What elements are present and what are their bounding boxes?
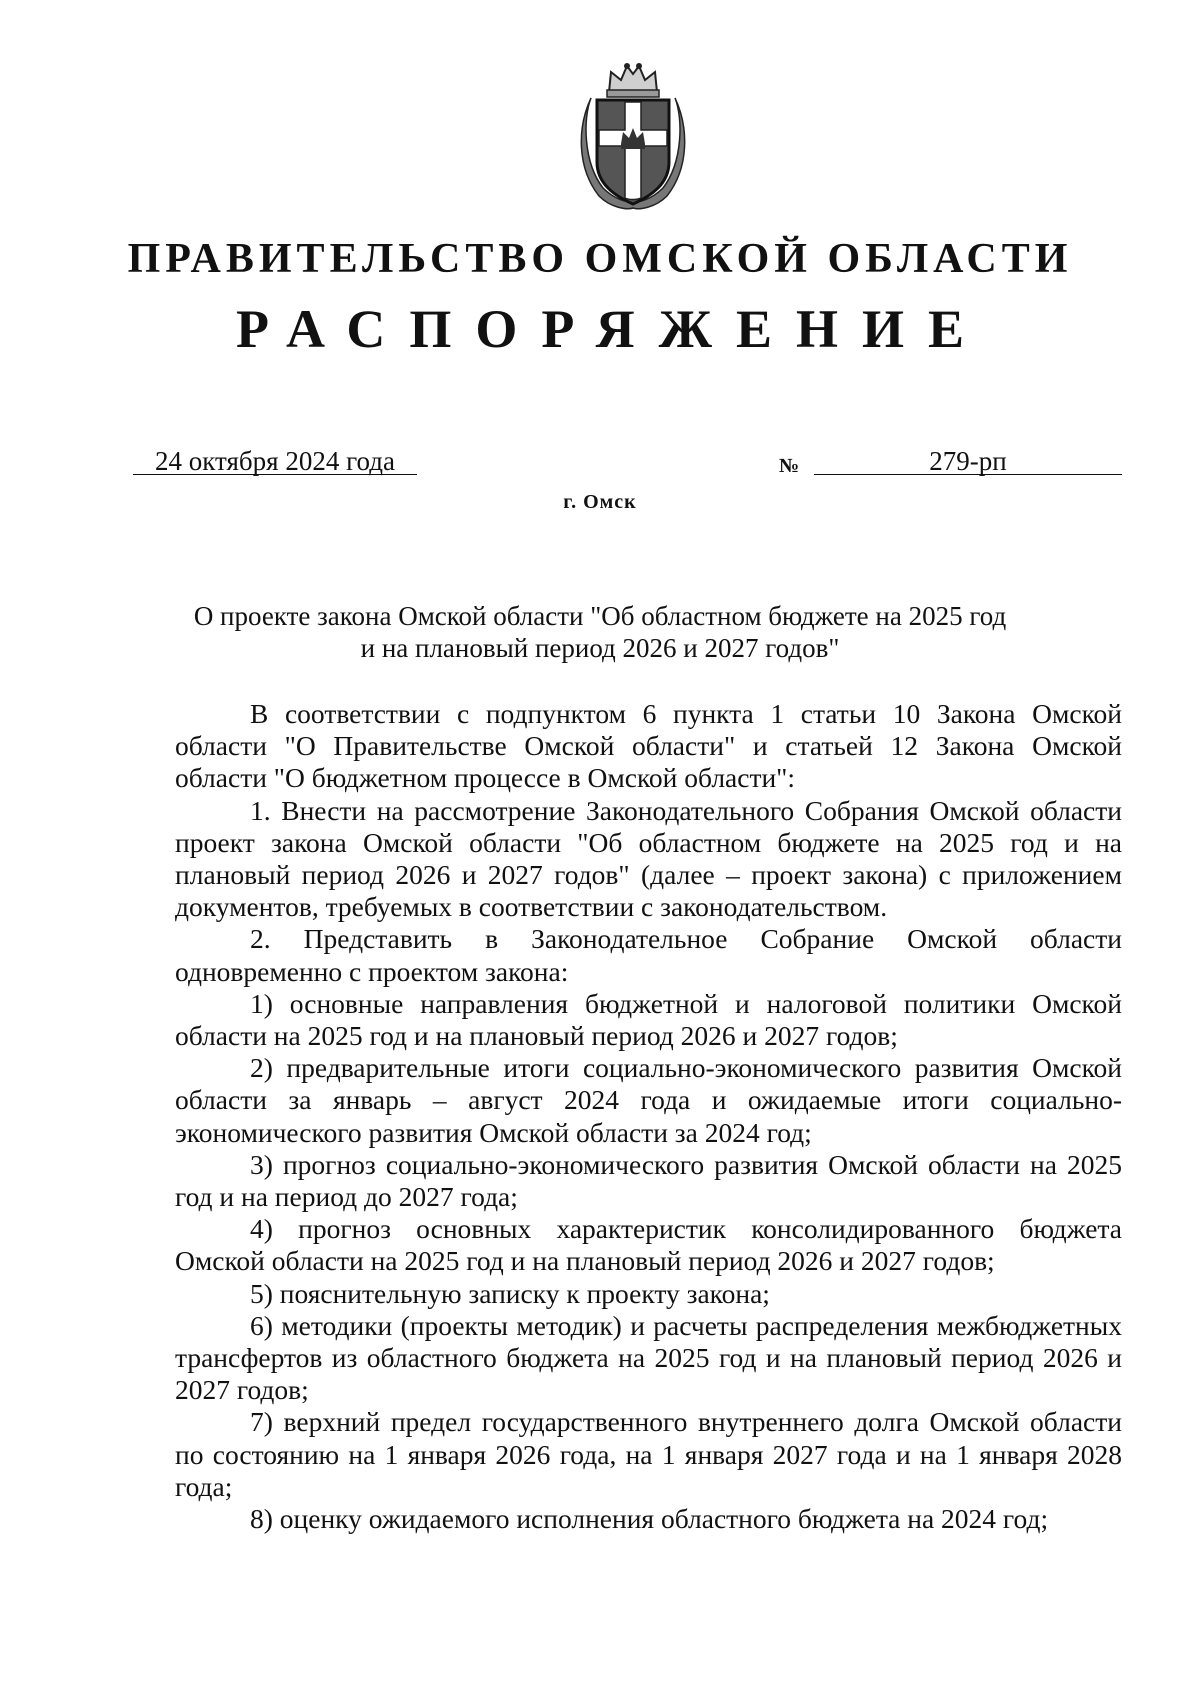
item-1-paragraph: 1. Внести на рассмотрение Законодательного Собрания Омской области проект закона Омской области "Об областном бюджете на 2025 год и на плановый период 2026 и 2027 годов" (далее – проект закона) с приложением документов, требуемых в соответствии с законодательством. bbox=[175, 794, 1122, 923]
document-title-line: и на плановый период 2026 и 2027 годов" bbox=[360, 633, 840, 663]
subitem-7-paragraph: 7) верхний предел государственного внутреннего долга Омской области по состоянию на 1 января 2026 года, на 1 января 2027 года и на 1 января 2028 года; bbox=[175, 1406, 1122, 1502]
document-title bbox=[0, 600, 1200, 664]
authority-name: ПРАВИТЕЛЬСТВО ОМСКОЙ ОБЛАСТИ bbox=[127, 236, 1073, 282]
document-number: 279-рп bbox=[814, 448, 1122, 475]
subitem-3-paragraph: 3) прогноз социально-экономического развития Омской области на 2025 год и на период до 2027 года; bbox=[175, 1148, 1122, 1213]
document-body bbox=[175, 698, 1122, 1535]
document-type: РАСПОРЯЖЕНИЕ bbox=[235, 299, 989, 359]
document-city: г. Омск bbox=[563, 491, 637, 513]
subitem-5-paragraph: 5) пояснительную записку к проекту закона; bbox=[250, 1277, 770, 1309]
subitem-8-paragraph: 8) оценку ожидаемого исполнения областного бюджета на 2024 год; bbox=[250, 1503, 1049, 1535]
preamble-paragraph: В соответствии с подпунктом 6 пункта 1 статьи 10 Закона Омской области "О Правительстве Омской области" и статьей 12 Закона Омской области "О бюджетном процессе в Омской области": bbox=[175, 698, 1122, 794]
subitem-1-paragraph: 1) основные направления бюджетной и налоговой политики Омской области на 2025 год и на плановый период 2026 и 2027 годов; bbox=[175, 987, 1122, 1052]
subitem-2-paragraph: 2) предварительные итоги социально-экономического развития Омской области за январь – август 2024 года и ожидаемые итоги социально-экономического развития Омской области за 2024 год; bbox=[175, 1052, 1122, 1148]
document-date: 24 октября 2024 года bbox=[133, 448, 417, 475]
subitem-6-paragraph: 6) методики (проекты методик) и расчеты распределения межбюджетных трансфертов из областного бюджета на 2025 год и на плановый период 2026 и 2027 годов; bbox=[175, 1309, 1122, 1406]
subitem-4-paragraph: 4) прогноз основных характеристик консолидированного бюджета Омской области на 2025 год и на плановый период 2026 и 2027 годов; bbox=[175, 1213, 1122, 1277]
coat-of-arms-icon bbox=[571, 58, 695, 210]
document-title-line: О проекте закона Омской области "Об областном бюджете на 2025 год bbox=[193, 601, 1007, 631]
item-2-paragraph: 2. Представить в Законодательное Собрание Омской области одновременно с проектом закона: bbox=[175, 923, 1122, 987]
number-sign: № bbox=[779, 455, 800, 477]
